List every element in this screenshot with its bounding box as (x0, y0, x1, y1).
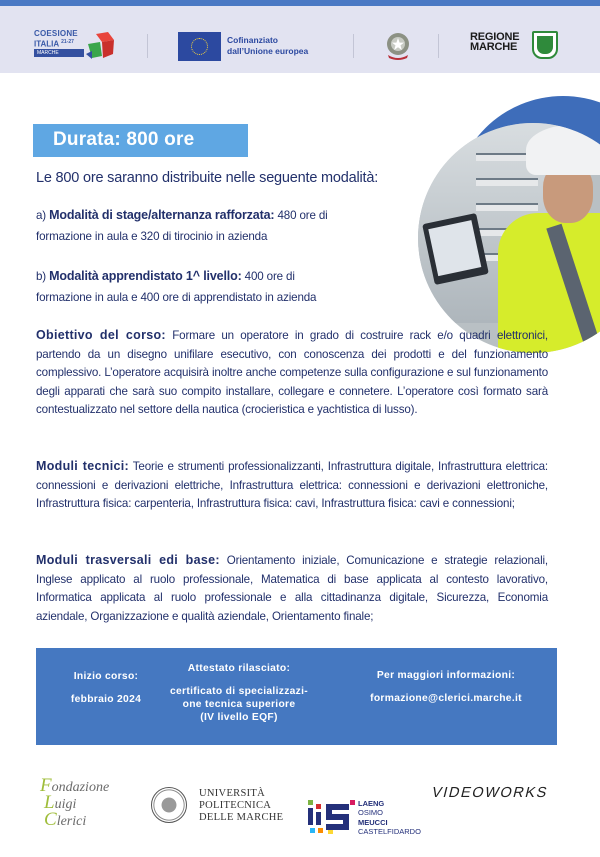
course-objective: Obiettivo del corso: Formare un operatore in grado di costruire rack e/o quadri elettronici, partendo da un disegno unifilare esecutivo, con conoscenza dei prodotti e del funzionamento complessivo. L’operatore acquisirà inoltre anche competenze sulla configurazione e sul funzionamento degli apparati che sarà suo compito installare, collegare e connetere. L’operatore così formato sarà contestualizzato nel settore della nautica (crocieristica e yachtistica di lusso). (36, 328, 548, 417)
header-divider (438, 34, 439, 58)
contact-info: Per maggiori informazioni: formazione@clerici.marche.it (336, 669, 556, 705)
coesione-line2: ITALIA $^{21-27}$ (34, 39, 74, 49)
iis-laeng-meucci-icon (306, 800, 356, 834)
duration-title: Durata: 800 ore (53, 129, 195, 150)
distribution-intro: Le 800 ore saranno distribuite nelle seguente modalità: (36, 170, 379, 186)
regione-marche-logo: REGIONE MARCHE (470, 31, 520, 53)
videoworks-logo: VIDEOWORKS (430, 785, 550, 801)
header-divider (147, 34, 148, 58)
univpm-seal-icon (151, 787, 187, 823)
italian-republic-emblem-icon (383, 31, 413, 61)
fondazione-luigi-clerici-logo: Fondazione Luigi Clerici (40, 775, 110, 830)
coesione-region-tag: MARCHE (34, 49, 84, 57)
header-divider (353, 34, 354, 58)
duration-banner (33, 124, 248, 157)
contact-email[interactable]: formazione@clerici.marche.it (370, 693, 522, 704)
iis-logo-text: LAENG OSIMO MEUCCI CASTELFIDARDO (358, 799, 421, 836)
technical-modules: Moduli tecnici: Teorie e strumenti professionalizzanti, Infrastruttura digitale, Infrastruttura elettrica: connessioni e derivazioni elettriche, Infrastruttura elettrica: connessioni e derivazioni elettroniche, Infrastruttura fisica: carpenteria, Infrastruttura fisica: cavi, Infrastruttura fisica: cavi e connessioni; (36, 459, 548, 511)
transversal-modules: Moduli trasversali edi base: Orientamento iniziale, Comunicazione e strategie relazionali, Inglese applicato al ruolo professionale, Matematica di base applicata al contesto lavorativo, Informatica applicata al ruolo professionale e alla cittadinanza digitale, Sicurezza, Economia aziendale, Organizzazione e qualità aziendale, Orientamento finale; (36, 553, 548, 623)
hero-photo-technician (418, 123, 600, 353)
coesione-italia-logo (34, 30, 120, 66)
regione-marche-shield-icon (532, 31, 558, 59)
eu-cofinanced-text: Cofinanziato dall’Unione europea (227, 35, 309, 56)
coesione-cube-icon (86, 32, 116, 60)
univpm-logo-text: UNIVERSITÀ POLITECNICA DELLE MARCHE (199, 788, 284, 823)
coesione-line1: COESIONE (34, 29, 78, 38)
certificate-issued: Attestato rilasciato: certificato di specializzazi- one tecnica superiore (IV livello EQF) (169, 663, 309, 723)
mode-b: b) Modalità apprendistato 1^ livello: 400 ore di formazione in aula e 400 ore di apprendistato in azienda (36, 269, 317, 304)
course-info-box (36, 648, 557, 745)
mode-a: a) Modalità di stage/alternanza rafforzata: 480 ore di formazione in aula e 320 di tirocinio in azienda (36, 208, 328, 243)
course-start: Inizio corso: febbraio 2024 (70, 671, 142, 705)
eu-flag-icon (178, 32, 221, 61)
